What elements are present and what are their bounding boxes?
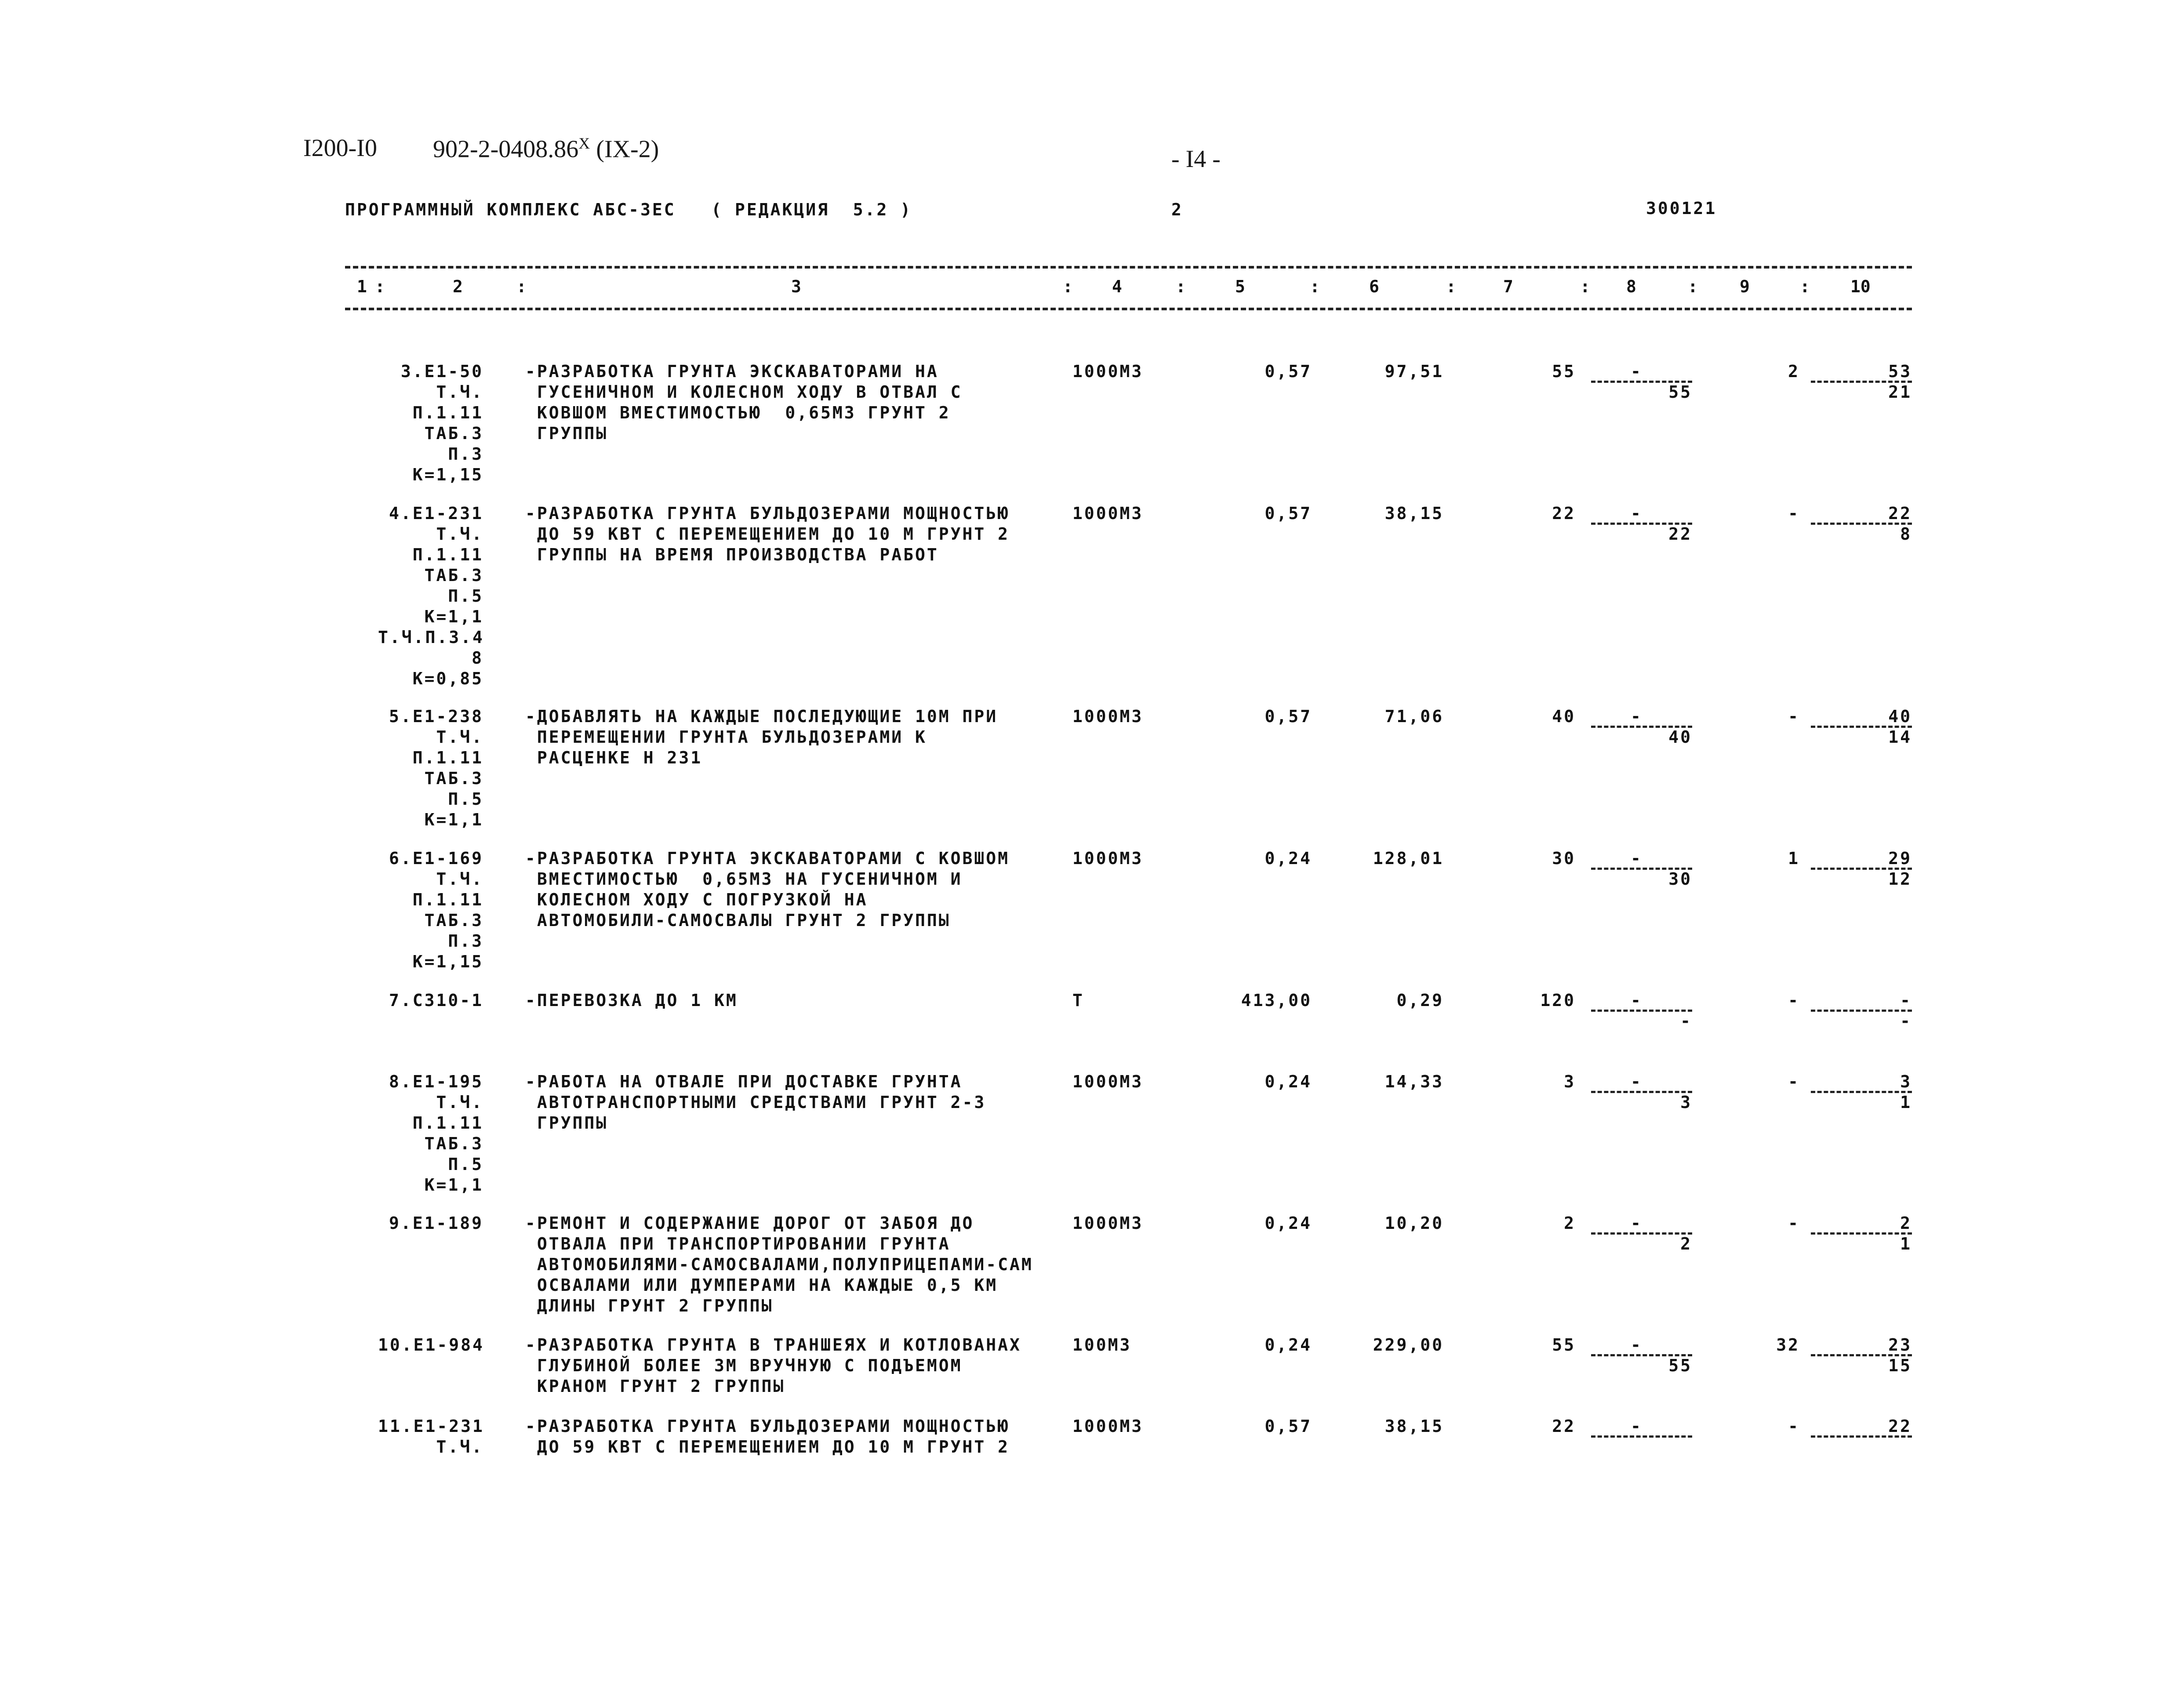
col-separator: : bbox=[1688, 277, 1698, 296]
document-id: 300121 bbox=[1646, 199, 1717, 218]
col10-bottom-value: 1 bbox=[1900, 1234, 1912, 1253]
work-description bbox=[525, 503, 1097, 565]
unit-price: 10,20 bbox=[1385, 1213, 1444, 1233]
col10-bottom-value: - bbox=[1900, 1011, 1912, 1031]
work-description-line: -ПЕРЕВОЗКА ДО 1 КМ bbox=[525, 991, 738, 1010]
col9-value: - bbox=[1788, 1213, 1800, 1233]
work-description-line: -РАЗРАБОТКА ГРУНТА ЭКСКАВАТОРАМИ С КОВШОМ bbox=[525, 849, 1010, 868]
col10-top-value: 3 bbox=[1900, 1072, 1912, 1091]
estimate-code-line: 11.Е1-231 bbox=[378, 1417, 484, 1436]
work-description bbox=[525, 1335, 1097, 1397]
quantity: 0,24 bbox=[1265, 1072, 1312, 1091]
work-description-line: -РАЗРАБОТКА ГРУНТА БУЛЬДОЗЕРАМИ МОЩНОСТЬЮ bbox=[525, 504, 1010, 523]
unit-price: 38,15 bbox=[1385, 504, 1444, 523]
estimate-code bbox=[378, 990, 483, 1011]
work-description-line: АВТОМОБИЛИ-САМОСВАЛЫ ГРУНТ 2 ГРУППЫ bbox=[525, 911, 951, 930]
total-cost: 2 bbox=[1564, 1213, 1576, 1233]
work-description-line: ОТВАЛА ПРИ ТРАНСПОРТИРОВАНИИ ГРУНТА bbox=[525, 1234, 951, 1253]
estimate-code bbox=[378, 361, 483, 485]
col9-value: 32 bbox=[1776, 1335, 1800, 1355]
total-cost: 55 bbox=[1552, 362, 1576, 381]
col8-bottom-value: - bbox=[1680, 1011, 1692, 1031]
col10-bottom-value: 1 bbox=[1900, 1093, 1912, 1112]
unit: 1000М3 bbox=[1072, 707, 1144, 726]
unit-price: 128,01 bbox=[1373, 849, 1444, 868]
col9-value: - bbox=[1788, 1072, 1800, 1091]
project-number-superscript: X bbox=[578, 134, 590, 152]
header-rule-top bbox=[345, 266, 1912, 269]
unit-price: 71,06 bbox=[1385, 707, 1444, 726]
estimate-code-line: П.5 bbox=[448, 789, 483, 809]
unit: 1000М3 bbox=[1072, 1213, 1144, 1233]
col10-bottom-value: 21 bbox=[1888, 382, 1912, 402]
work-description-line: АВТОМОБИЛЯМИ-САМОСВАЛАМИ,ПОЛУПРИЦЕПАМИ-САМ bbox=[525, 1255, 1033, 1274]
work-description-line: -РАЗРАБОТКА ГРУНТА БУЛЬДОЗЕРАМИ МОЩНОСТЬЮ bbox=[525, 1417, 1010, 1436]
col8-bottom-value: 3 bbox=[1680, 1093, 1692, 1112]
quantity: 0,24 bbox=[1265, 1213, 1312, 1233]
project-number bbox=[433, 134, 659, 163]
estimate-code-line: К=1,1 bbox=[424, 810, 483, 829]
estimate-code bbox=[378, 1072, 483, 1195]
work-description-line: -РЕМОНТ И СОДЕРЖАНИЕ ДОРОГ ОТ ЗАБОЯ ДО bbox=[525, 1213, 974, 1233]
quantity: 413,00 bbox=[1241, 991, 1312, 1010]
estimate-code-line: Т.Ч. bbox=[436, 727, 483, 747]
col10-top-value: 53 bbox=[1888, 362, 1912, 381]
col-header-10: 10 bbox=[1850, 277, 1871, 296]
estimate-code-line: П.3 bbox=[448, 444, 483, 464]
work-description-line: КОЛЕСНОМ ХОДУ С ПОГРУЗКОЙ НА bbox=[525, 890, 868, 909]
col-header-3: 3 bbox=[791, 277, 801, 296]
work-description bbox=[525, 1213, 1097, 1316]
unit: Т bbox=[1072, 991, 1084, 1010]
work-description-line: -РАБОТА НА ОТВАЛЕ ПРИ ДОСТАВКЕ ГРУНТА bbox=[525, 1072, 963, 1091]
col10-bottom-value: 8 bbox=[1900, 524, 1912, 544]
total-cost: 55 bbox=[1552, 1335, 1576, 1355]
col10-top-value: 22 bbox=[1888, 504, 1912, 523]
work-description bbox=[525, 361, 1097, 444]
col8-divider bbox=[1591, 1435, 1692, 1438]
estimate-code-line: К=0,85 bbox=[412, 669, 483, 688]
quantity: 0,57 bbox=[1265, 362, 1312, 381]
work-description-line: РАСЦЕНКЕ Н 231 bbox=[525, 748, 703, 767]
col8-bottom-value: 55 bbox=[1668, 1356, 1692, 1375]
unit: 1000М3 bbox=[1072, 504, 1144, 523]
total-cost: 30 bbox=[1552, 849, 1576, 868]
col8-top-value: - bbox=[1631, 504, 1643, 523]
col9-value: - bbox=[1788, 1417, 1800, 1436]
estimate-code-line: 8 bbox=[472, 648, 483, 668]
work-description-line: ГЛУБИНОЙ БОЛЕЕ 3М ВРУЧНУЮ С ПОДЪЕМОМ bbox=[525, 1356, 963, 1375]
estimate-code-line: ТАБ.3 bbox=[424, 1134, 483, 1153]
col10-bottom-value: 12 bbox=[1888, 869, 1912, 889]
estimate-code-line: ТАБ.3 bbox=[424, 769, 483, 788]
col9-value: 2 bbox=[1788, 362, 1800, 381]
work-description-line: ГУСЕНИЧНОМ И КОЛЕСНОМ ХОДУ В ОТВАЛ С bbox=[525, 382, 963, 402]
col-separator: : bbox=[375, 277, 385, 296]
col8-top-value: - bbox=[1631, 1213, 1643, 1233]
estimate-code-line: ТАБ.3 bbox=[424, 424, 483, 443]
col-separator: : bbox=[1176, 277, 1186, 296]
estimate-code-line: 8.Е1-195 bbox=[389, 1072, 483, 1091]
col9-value: - bbox=[1788, 504, 1800, 523]
unit: 1000М3 bbox=[1072, 849, 1144, 868]
estimate-code-line: ТАБ.3 bbox=[424, 566, 483, 585]
estimate-code-line: 9.Е1-189 bbox=[389, 1213, 483, 1233]
unit-price: 229,00 bbox=[1373, 1335, 1444, 1355]
quantity: 0,57 bbox=[1265, 504, 1312, 523]
unit-price: 38,15 bbox=[1385, 1417, 1444, 1436]
col-separator: : bbox=[1800, 277, 1810, 296]
unit-price: 14,33 bbox=[1385, 1072, 1444, 1091]
estimate-code-line: Т.Ч. bbox=[436, 1437, 483, 1457]
col8-top-value: - bbox=[1631, 849, 1643, 868]
project-number-main: 902-2-0408.86 bbox=[433, 135, 579, 163]
col9-value: - bbox=[1788, 707, 1800, 726]
work-description-line: -ДОБАВЛЯТЬ НА КАЖДЫЕ ПОСЛЕДУЮЩИЕ 10М ПРИ bbox=[525, 707, 998, 726]
col8-top-value: - bbox=[1631, 362, 1643, 381]
estimate-code-line: К=1,1 bbox=[424, 607, 483, 626]
estimate-code-line: 6.Е1-169 bbox=[389, 849, 483, 868]
col-separator: : bbox=[1310, 277, 1320, 296]
estimate-code-line: 4.Е1-231 bbox=[389, 504, 483, 523]
col-header-5: 5 bbox=[1235, 277, 1245, 296]
total-cost: 120 bbox=[1540, 991, 1576, 1010]
work-description-line: ДО 59 КВТ С ПЕРЕМЕЩЕНИЕМ ДО 10 М ГРУНТ 2 bbox=[525, 524, 1010, 544]
work-description-line: КРАНОМ ГРУНТ 2 ГРУППЫ bbox=[525, 1377, 785, 1396]
quantity: 0,24 bbox=[1265, 849, 1312, 868]
col-header-1: 1 bbox=[357, 277, 367, 296]
page-number: - I4 - bbox=[1171, 145, 1221, 173]
estimate-code-line: 10.Е1-984 bbox=[378, 1335, 484, 1355]
work-description-line: АВТОТРАНСПОРТНЫМИ СРЕДСТВАМИ ГРУНТ 2-3 bbox=[525, 1093, 986, 1112]
header-rule-bottom bbox=[345, 308, 1912, 310]
unit: 1000М3 bbox=[1072, 1072, 1144, 1091]
col10-top-value: - bbox=[1900, 991, 1912, 1010]
work-description-line: ГРУППЫ bbox=[525, 1113, 608, 1133]
work-description bbox=[525, 706, 1097, 768]
document-code: I200-I0 bbox=[303, 134, 377, 162]
quantity: 0,57 bbox=[1265, 1417, 1312, 1436]
col8-bottom-value: 40 bbox=[1668, 727, 1692, 747]
work-description-line: КОВШОМ ВМЕСТИМОСТЬЮ 0,65М3 ГРУНТ 2 bbox=[525, 403, 951, 422]
unit: 1000М3 bbox=[1072, 1417, 1144, 1436]
col8-bottom-value: 2 bbox=[1680, 1234, 1692, 1253]
work-description-line: ПЕРЕМЕЩЕНИИ ГРУНТА БУЛЬДОЗЕРАМИ К bbox=[525, 727, 927, 747]
col10-top-value: 23 bbox=[1888, 1335, 1912, 1355]
col-header-7: 7 bbox=[1503, 277, 1513, 296]
project-number-suffix: (IX-2) bbox=[590, 135, 659, 163]
col8-top-value: - bbox=[1631, 1335, 1643, 1355]
work-description-line: -РАЗРАБОТКА ГРУНТА ЭКСКАВАТОРАМИ НА bbox=[525, 362, 939, 381]
col-header-2: 2 bbox=[453, 277, 463, 296]
work-description-line: ГРУППЫ bbox=[525, 424, 608, 443]
estimate-code-line: 7.С310-1 bbox=[389, 991, 483, 1010]
estimate-code bbox=[378, 1213, 483, 1234]
work-description-line: ГРУППЫ НА ВРЕМЯ ПРОИЗВОДСТВА РАБОТ bbox=[525, 545, 939, 564]
estimate-code-line: П.1.11 bbox=[412, 545, 483, 564]
col9-value: 1 bbox=[1788, 849, 1800, 868]
estimate-code-line: П.1.11 bbox=[412, 748, 483, 767]
sheet-number: 2 bbox=[1171, 200, 1183, 219]
estimate-code-line: Т.Ч. bbox=[436, 869, 483, 889]
estimate-code-line: К=1,15 bbox=[412, 952, 483, 971]
col-header-4: 4 bbox=[1112, 277, 1122, 296]
unit: 100М3 bbox=[1072, 1335, 1132, 1355]
estimate-code-line: Т.Ч. bbox=[436, 382, 483, 402]
program-title: ПРОГРАММНЫЙ КОМПЛЕКС АБС-3ЕС ( РЕДАКЦИЯ 5.2 ) bbox=[345, 200, 912, 219]
estimate-code-line: Т.Ч.П.3.4 bbox=[378, 628, 484, 647]
col8-top-value: - bbox=[1631, 1417, 1643, 1436]
estimate-code-line: П.5 bbox=[448, 586, 483, 606]
estimate-code-line: 5.Е1-238 bbox=[389, 707, 483, 726]
estimate-code-line: К=1,15 bbox=[412, 465, 483, 484]
col10-top-value: 22 bbox=[1888, 1417, 1912, 1436]
col-separator: : bbox=[516, 277, 527, 296]
col-header-9: 9 bbox=[1740, 277, 1750, 296]
work-description-line: ОСВАЛАМИ ИЛИ ДУМПЕРАМИ НА КАЖДЫЕ 0,5 КМ bbox=[525, 1275, 998, 1295]
work-description bbox=[525, 1072, 1097, 1133]
estimate-code-line: Т.Ч. bbox=[436, 524, 483, 544]
col8-bottom-value: 22 bbox=[1668, 524, 1692, 544]
col8-top-value: - bbox=[1631, 1072, 1643, 1091]
work-description bbox=[525, 848, 1097, 931]
unit: 1000М3 bbox=[1072, 362, 1144, 381]
col10-divider bbox=[1811, 1435, 1912, 1438]
work-description-line: -РАЗРАБОТКА ГРУНТА В ТРАНШЕЯХ И КОТЛОВАНАХ bbox=[525, 1335, 1021, 1355]
work-description bbox=[525, 990, 1097, 1011]
estimate-code-line: П.1.11 bbox=[412, 1113, 483, 1133]
col-separator: : bbox=[1446, 277, 1456, 296]
quantity: 0,57 bbox=[1265, 707, 1312, 726]
col10-bottom-value: 15 bbox=[1888, 1356, 1912, 1375]
col10-bottom-value: 14 bbox=[1888, 727, 1912, 747]
col8-bottom-value: 30 bbox=[1668, 869, 1692, 889]
quantity: 0,24 bbox=[1265, 1335, 1312, 1355]
col10-top-value: 29 bbox=[1888, 849, 1912, 868]
estimate-code-line: П.3 bbox=[448, 931, 483, 951]
col9-value: - bbox=[1788, 991, 1800, 1010]
unit-price: 0,29 bbox=[1396, 991, 1444, 1010]
estimate-code-line: П.5 bbox=[448, 1155, 483, 1174]
work-description-line: ДО 59 КВТ С ПЕРЕМЕЩЕНИЕМ ДО 10 М ГРУНТ 2 bbox=[525, 1437, 1010, 1457]
total-cost: 22 bbox=[1552, 504, 1576, 523]
estimate-code-line: П.1.11 bbox=[412, 890, 483, 909]
estimate-code-line: ТАБ.3 bbox=[424, 911, 483, 930]
col8-top-value: - bbox=[1631, 991, 1643, 1010]
col-header-6: 6 bbox=[1369, 277, 1379, 296]
col8-top-value: - bbox=[1631, 707, 1643, 726]
estimate-code-line: 3.Е1-50 bbox=[400, 362, 483, 381]
estimate-code-line: П.1.11 bbox=[412, 403, 483, 422]
col8-bottom-value: 55 bbox=[1668, 382, 1692, 402]
estimate-code-line: К=1,1 bbox=[424, 1175, 483, 1195]
work-description-line: ДЛИНЫ ГРУНТ 2 ГРУППЫ bbox=[525, 1296, 774, 1315]
col-separator: : bbox=[1063, 277, 1073, 296]
total-cost: 22 bbox=[1552, 1417, 1576, 1436]
estimate-code-line: Т.Ч. bbox=[436, 1093, 483, 1112]
estimate-code bbox=[378, 1335, 483, 1355]
estimate-code bbox=[378, 1416, 483, 1457]
total-cost: 40 bbox=[1552, 707, 1576, 726]
col10-top-value: 40 bbox=[1888, 707, 1912, 726]
work-description bbox=[525, 1416, 1097, 1457]
unit-price: 97,51 bbox=[1385, 362, 1444, 381]
col-header-8: 8 bbox=[1626, 277, 1636, 296]
col10-top-value: 2 bbox=[1900, 1213, 1912, 1233]
work-description-line: ВМЕСТИМОСТЬЮ 0,65М3 НА ГУСЕНИЧНОМ И bbox=[525, 869, 963, 889]
estimate-code bbox=[378, 848, 483, 972]
estimate-code bbox=[378, 503, 483, 689]
col-separator: : bbox=[1580, 277, 1590, 296]
estimate-code bbox=[378, 706, 483, 830]
total-cost: 3 bbox=[1564, 1072, 1576, 1091]
